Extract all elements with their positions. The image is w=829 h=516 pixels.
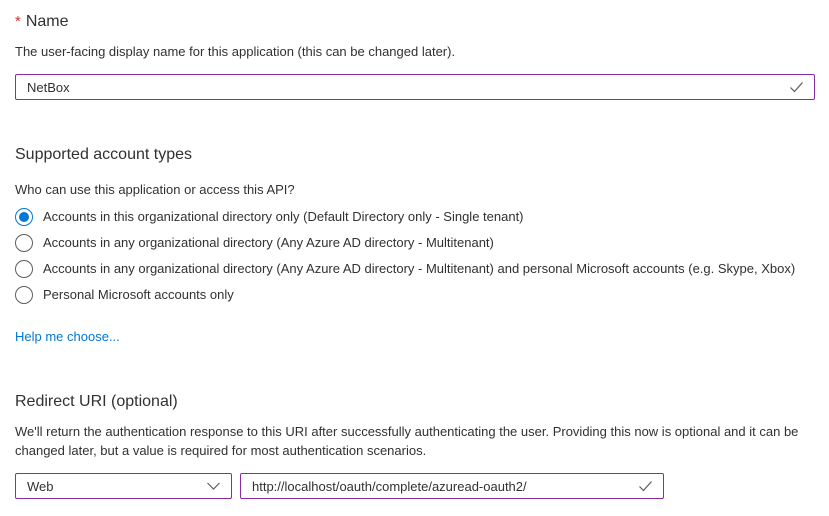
redirect-uri-description: We'll return the authentication response to this URI after successfully authenticating the user. Providing this now is optional and it can be changed later, but a value is required for most authentication scenarios.	[15, 424, 799, 458]
checkmark-icon	[789, 81, 804, 93]
radio-option-multitenant[interactable]	[15, 230, 815, 256]
name-description: The user-facing display name for this application (this can be changed later).	[15, 44, 456, 59]
radio-option-label: Accounts in this organizational directory only (Default Directory only - Single tenant)	[43, 209, 524, 224]
redirect-uri-input[interactable]	[241, 474, 663, 498]
platform-select[interactable]	[15, 473, 232, 499]
chevron-down-icon	[206, 482, 221, 491]
radio-option-label: Accounts in any organizational directory (Any Azure AD directory - Multitenant) and personal Microsoft accounts (e.g. Skype, Xbox)	[43, 261, 796, 276]
radio-option-label: Accounts in any organizational directory (Any Azure AD directory - Multitenant)	[43, 235, 494, 250]
redirect-uri-heading: Redirect URI (optional)	[15, 393, 178, 410]
radio-button-icon[interactable]	[15, 286, 33, 304]
account-types-question: Who can use this application or access this API?	[15, 182, 295, 197]
name-input-container	[15, 74, 815, 100]
help-me-choose-link[interactable]: Help me choose...	[15, 329, 120, 344]
account-types-radio-group	[15, 204, 815, 308]
name-section-heading	[15, 11, 815, 32]
radio-button-icon[interactable]	[15, 234, 33, 252]
platform-select-value: Web	[27, 478, 54, 494]
radio-button-icon[interactable]	[15, 208, 33, 226]
redirect-uri-controls	[15, 473, 815, 499]
account-types-heading: Supported account types	[15, 146, 193, 163]
name-label: Name	[25, 13, 69, 30]
checkmark-icon	[638, 480, 653, 492]
name-input[interactable]	[16, 75, 814, 99]
radio-option-personal-only[interactable]	[15, 282, 815, 308]
radio-option-single-tenant[interactable]	[15, 204, 815, 230]
radio-option-label: Personal Microsoft accounts only	[43, 287, 234, 302]
radio-button-icon[interactable]	[15, 260, 33, 278]
redirect-uri-input-container	[240, 473, 664, 499]
required-asterisk: *	[15, 13, 21, 30]
radio-option-multitenant-personal[interactable]	[15, 256, 815, 282]
